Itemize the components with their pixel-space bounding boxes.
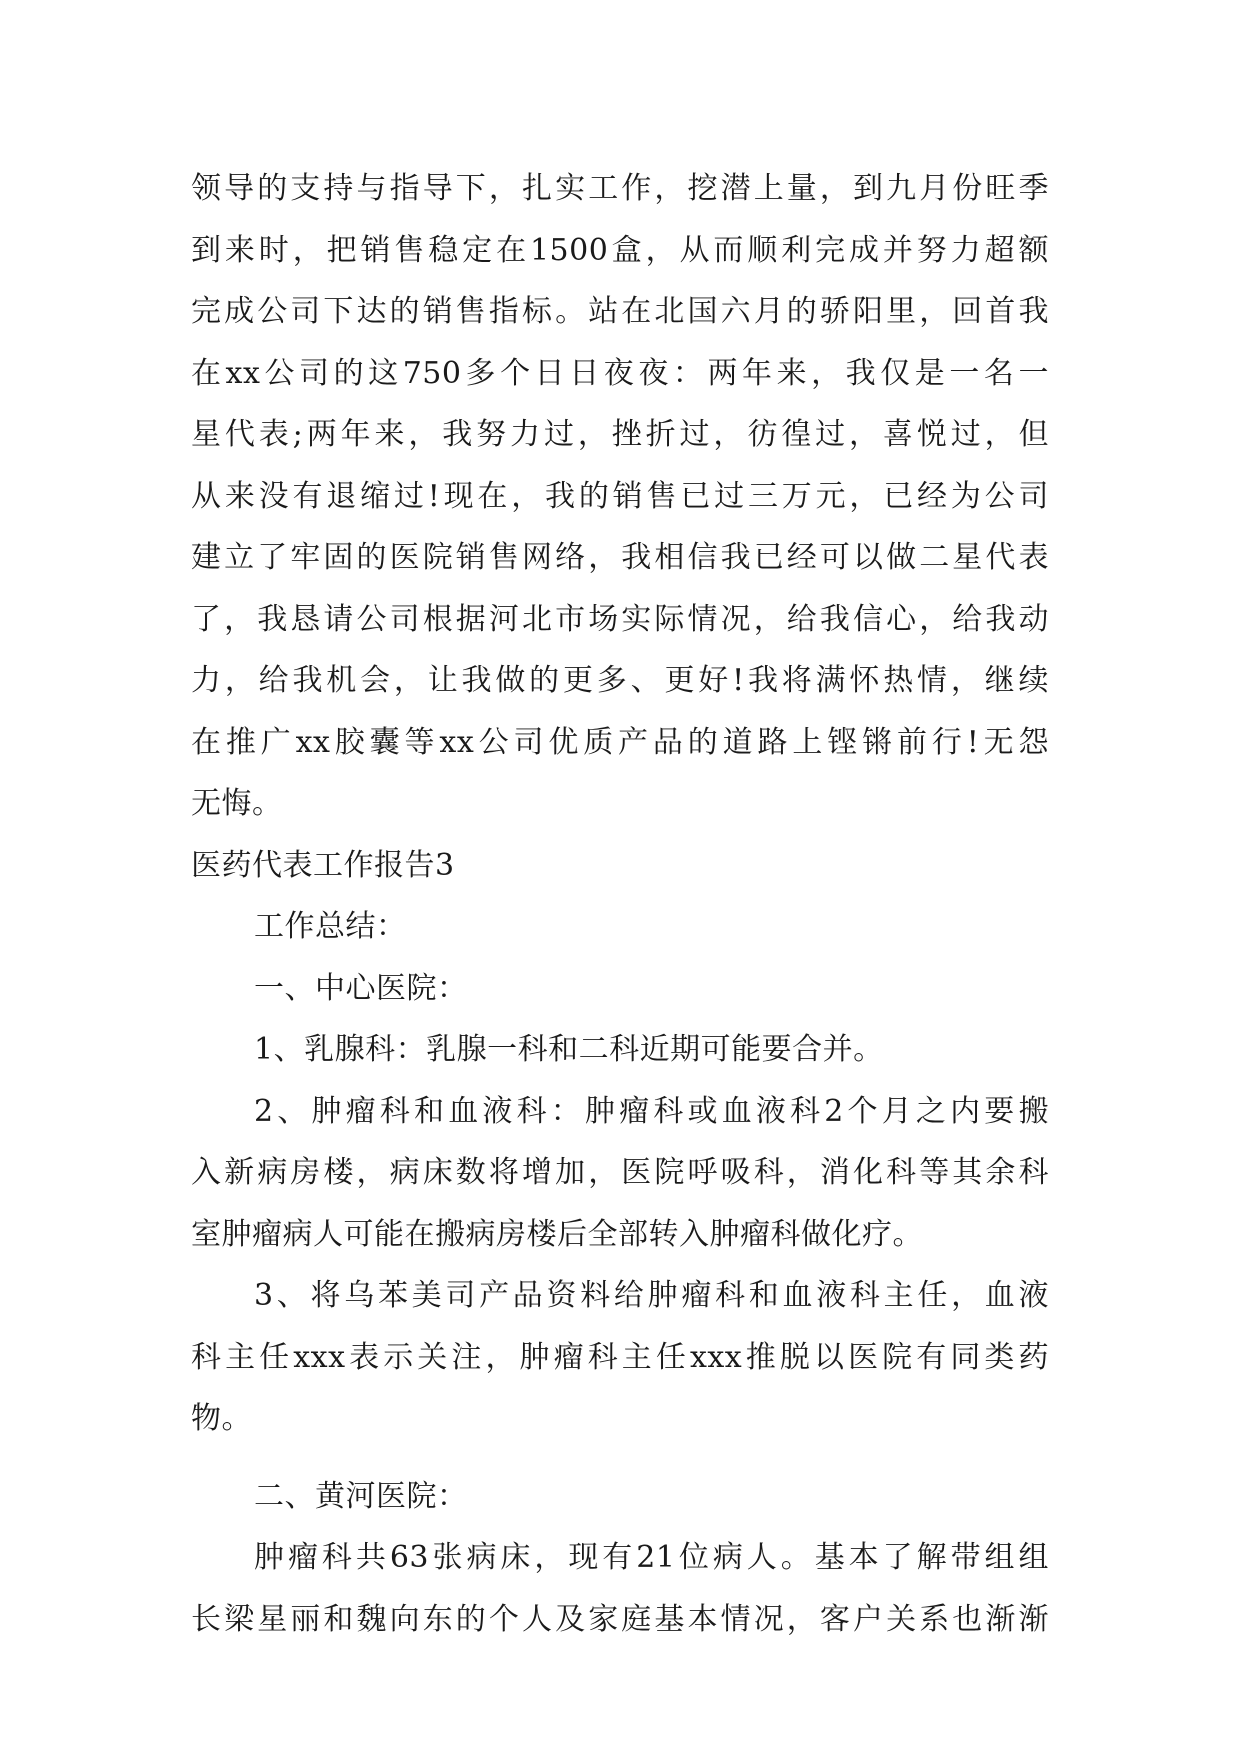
- text-line: 在xx公司的这750多个日日夜夜：两年来，我仅是一名一: [191, 355, 1049, 391]
- text-line: 建立了牢固的医院销售网络，我相信我已经可以做二星代表: [191, 540, 1049, 575]
- text-line: 无悔。: [191, 786, 283, 821]
- list-item: 3、将乌苯美司产品资料给肿瘤科和血液科主任，血液: [254, 1278, 1049, 1313]
- text-line: 力，给我机会，让我做的更多、更好!我将满怀热情，继续: [191, 663, 1049, 698]
- text-line: 物。: [191, 1401, 252, 1436]
- text-line: 了，我恳请公司根据河北市场实际情况，给我信心，给我动: [191, 601, 1049, 637]
- text-line: 完成公司下达的销售指标。站在北国六月的骄阳里，回首我: [191, 294, 1049, 329]
- text-line: 到来时，把销售稳定在1500盒，从而顺利完成并努力超额: [191, 232, 1049, 268]
- text-line: 星代表;两年来，我努力过，挫折过，彷徨过，喜悦过，但: [191, 417, 1049, 452]
- list-item: 1、乳腺科：乳腺一科和二科近期可能要合并。: [254, 1032, 884, 1067]
- text-line: 在推广xx胶囊等xx公司优质产品的道路上铿锵前行!无怨: [191, 724, 1049, 760]
- subheading: 工作总结：: [254, 909, 407, 944]
- paragraph-gap: [191, 1450, 1049, 1466]
- text-line: 肿瘤科共63张病床，现有21位病人。基本了解带组组: [254, 1540, 1049, 1575]
- document-body: [191, 158, 1049, 1650]
- text-line: 长梁星丽和魏向东的个人及家庭基本情况，客户关系也渐渐: [191, 1601, 1049, 1637]
- text-line: 从来没有退缩过!现在，我的销售已过三万元，已经为公司: [191, 478, 1049, 514]
- text-line: 科主任xxx表示关注，肿瘤科主任xxx推脱以医院有同类药: [191, 1339, 1049, 1375]
- text-line: 入新病房楼，病床数将增加，医院呼吸科，消化科等其余科: [191, 1155, 1049, 1190]
- subheading: 一、中心医院：: [254, 970, 468, 1006]
- section-title: 医药代表工作报告3: [191, 847, 455, 883]
- subheading: 二、黄河医院：: [254, 1478, 468, 1514]
- list-item: 2、肿瘤科和血液科：肿瘤科或血液科2个月之内要搬: [254, 1093, 1049, 1129]
- text-line: 领导的支持与指导下，扎实工作，挖潜上量，到九月份旺季: [191, 171, 1049, 206]
- text-line: 室肿瘤病人可能在搬病房楼后全部转入肿瘤科做化疗。: [191, 1216, 923, 1252]
